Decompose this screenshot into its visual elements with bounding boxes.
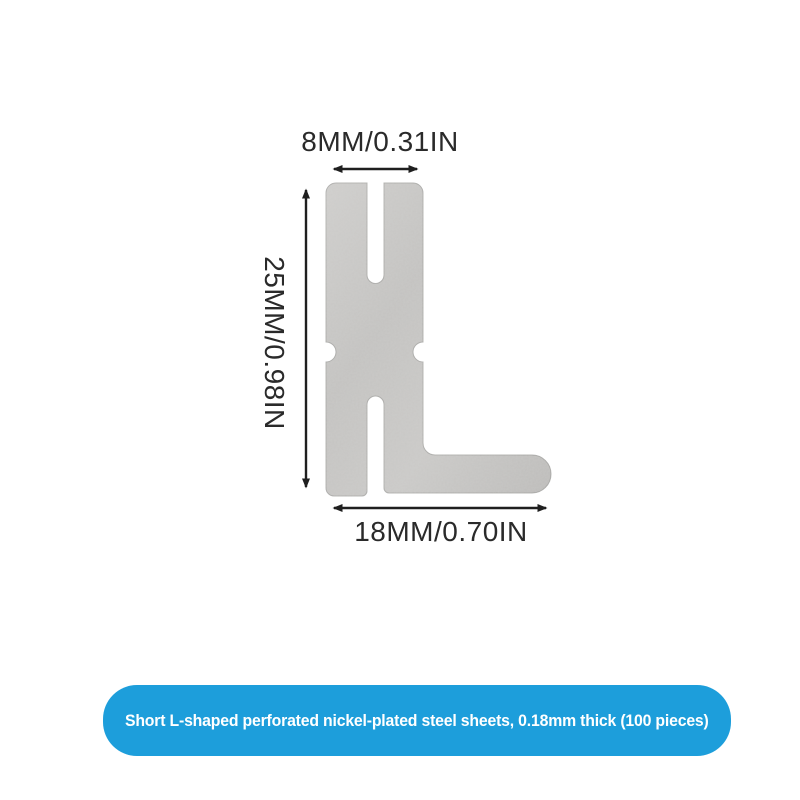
steel-sheet-shape [326, 183, 551, 496]
dimension-label-left: 25MM/0.98IN [259, 256, 290, 430]
dimension-label-top: 8MM/0.31IN [301, 126, 459, 157]
caption-text: Short L-shaped perforated nickel-plated steel sheets, 0.18mm thick (100 pieces) [125, 710, 709, 730]
dimension-label-bottom: 18MM/0.70IN [354, 516, 528, 547]
caption-banner [103, 685, 731, 756]
